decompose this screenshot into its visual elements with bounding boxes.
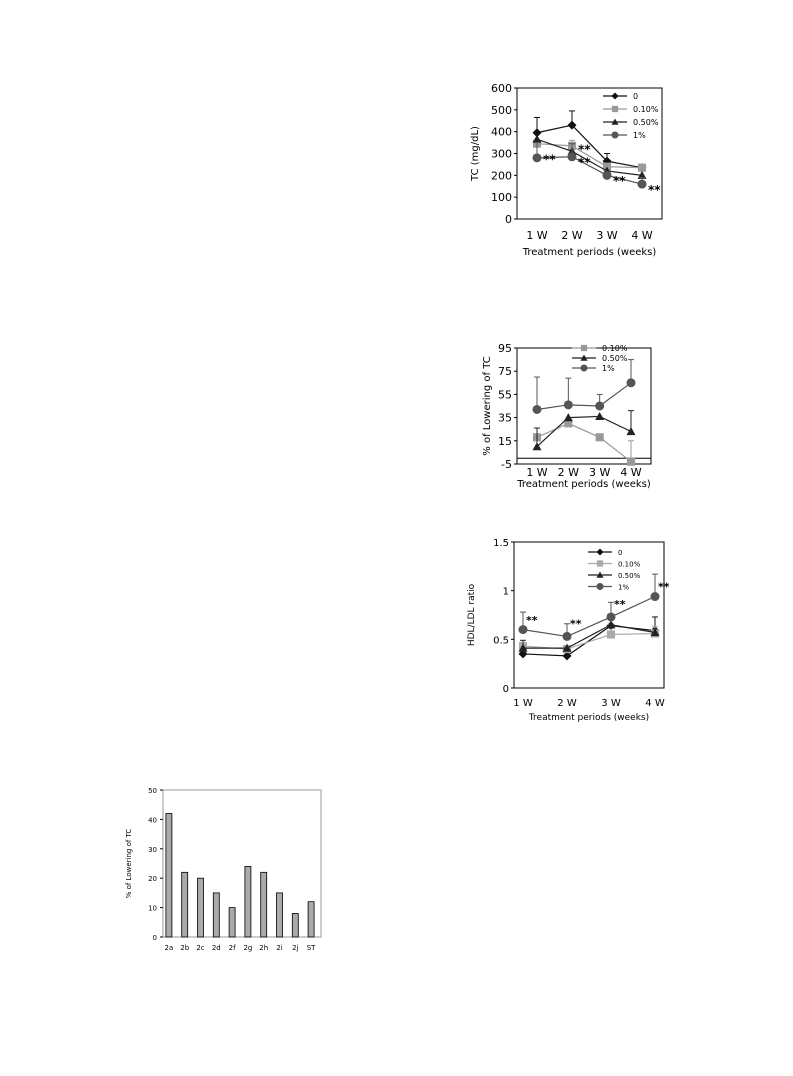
data-point: [638, 180, 647, 189]
legend-marker: [597, 549, 604, 556]
bar: [277, 893, 283, 937]
y-tick-label: 10: [148, 904, 157, 913]
y-tick-label: 500: [491, 103, 512, 117]
y-tick-label: 400: [491, 125, 512, 139]
legend-marker: [597, 583, 604, 590]
y-tick-label: 20: [148, 875, 157, 884]
data-point: [603, 171, 612, 180]
data-point: [595, 402, 604, 411]
x-axis-label: Treatment periods (weeks): [522, 247, 657, 258]
legend-label: 0: [618, 549, 623, 557]
x-tick-label: 2 W: [557, 698, 577, 709]
x-tick-label: 3 W: [596, 229, 618, 242]
data-point: [568, 152, 577, 161]
legend-label: 1%: [602, 364, 615, 373]
tc-lowering-line-chart: [470, 335, 680, 495]
hdl-ldl-ratio-line-chart: [467, 530, 680, 730]
legend-label: 0.50%: [618, 572, 641, 580]
x-tick-label: 2 W: [557, 466, 580, 479]
bar: [229, 908, 235, 937]
x-tick-label: 3 W: [588, 466, 611, 479]
legend-label: 0.10%: [602, 344, 628, 353]
data-point: [533, 135, 542, 143]
x-tick-label: 4 W: [631, 229, 653, 242]
significance-marker: **: [570, 617, 582, 631]
y-tick-label: 75: [498, 365, 512, 379]
y-axis-label: % of Lowering of TC: [482, 356, 493, 456]
legend-label: 0: [633, 92, 639, 101]
x-tick-label: 2j: [292, 944, 299, 952]
series-line: [537, 383, 631, 410]
significance-marker: **: [614, 598, 626, 612]
y-tick-label: 200: [491, 169, 512, 183]
data-point: [596, 433, 604, 441]
data-point: [607, 612, 616, 621]
x-axis-label: Treatment periods (weeks): [517, 479, 651, 490]
series-line: [537, 423, 631, 461]
y-tick-label: 0: [505, 213, 512, 226]
y-tick-label: 55: [498, 388, 512, 402]
data-point: [607, 630, 615, 638]
x-tick-label: 2f: [228, 944, 236, 952]
significance-marker: **: [648, 182, 661, 197]
data-point: [627, 458, 635, 466]
legend-label: 1%: [618, 583, 630, 592]
y-tick-label: 100: [491, 191, 512, 205]
significance-marker: **: [658, 580, 670, 594]
x-tick-label: 1 W: [513, 698, 533, 709]
x-tick-label: 2c: [196, 944, 205, 952]
legend-label: 0.50%: [633, 118, 659, 127]
bar: [182, 872, 188, 937]
data-point: [563, 632, 572, 641]
y-tick-label: 15: [498, 434, 512, 448]
x-tick-label: 2b: [180, 944, 190, 952]
y-tick-label: 40: [148, 816, 157, 825]
y-tick-label: 0: [502, 684, 509, 695]
significance-marker: **: [578, 142, 591, 157]
y-tick-label: 35: [498, 411, 512, 425]
significance-marker: **: [526, 613, 538, 627]
y-tick-label: 0.5: [493, 635, 509, 647]
significance-marker: **: [543, 152, 556, 167]
data-point: [627, 378, 636, 387]
x-tick-label: 4 W: [620, 466, 642, 479]
legend-label: 0.10%: [618, 560, 641, 569]
y-tick-label: 1: [502, 586, 509, 598]
y-tick-label: 600: [491, 82, 512, 95]
y-axis-label: HDL/LDL ratio: [467, 583, 477, 647]
bar: [213, 893, 219, 937]
x-tick-label: 4 W: [645, 698, 665, 709]
y-tick-label: 50: [148, 787, 157, 795]
data-point: [533, 405, 542, 414]
bar: [308, 902, 314, 937]
data-point: [607, 620, 616, 628]
legend-marker: [597, 560, 603, 566]
data-point: [533, 153, 542, 162]
legend-label: 0.10%: [633, 105, 659, 114]
data-point: [627, 427, 636, 435]
tc-lowering-bar-chart: [120, 780, 330, 960]
legend-marker: [581, 345, 587, 351]
y-tick-label: 95: [498, 342, 512, 355]
y-tick-label: 30: [148, 845, 157, 854]
y-tick-label: -5: [501, 458, 512, 471]
series-line: [523, 626, 655, 656]
legend-label: 0.50%: [602, 354, 628, 363]
bar: [292, 913, 298, 937]
series-line: [523, 597, 655, 637]
x-tick-label: 1 W: [526, 466, 548, 479]
y-axis-label: TC (mg/dL): [470, 126, 481, 181]
legend-label: 1%: [633, 131, 646, 140]
x-tick-label: 2d: [211, 944, 221, 952]
y-tick-label: 300: [491, 147, 512, 161]
x-tick-label: 1 W: [526, 229, 548, 242]
x-tick-label: 2 W: [561, 229, 583, 242]
bar: [261, 872, 267, 937]
y-tick-label: 0: [152, 934, 157, 942]
bar: [198, 878, 204, 937]
x-axis-label: Treatment periods (weeks): [528, 713, 650, 723]
legend-marker: [612, 132, 619, 139]
x-tick-label: 2i: [276, 944, 283, 952]
tc-line-chart: [470, 80, 680, 270]
x-tick-label: ST: [306, 944, 316, 952]
legend-marker: [612, 93, 619, 100]
legend-marker: [581, 365, 588, 372]
bar: [166, 814, 172, 937]
significance-marker: **: [613, 174, 626, 189]
x-tick-label: 2a: [164, 944, 174, 952]
x-tick-label: 2h: [259, 944, 269, 952]
x-tick-label: 3 W: [601, 698, 621, 709]
significance-marker: **: [578, 155, 591, 170]
y-tick-label: 1.5: [493, 538, 509, 549]
legend-marker: [612, 106, 618, 112]
data-point: [564, 400, 573, 409]
x-tick-label: 2g: [243, 944, 253, 952]
y-axis-label: % of Lowering of TC: [125, 828, 133, 899]
data-point: [638, 164, 646, 172]
bar: [245, 866, 251, 937]
